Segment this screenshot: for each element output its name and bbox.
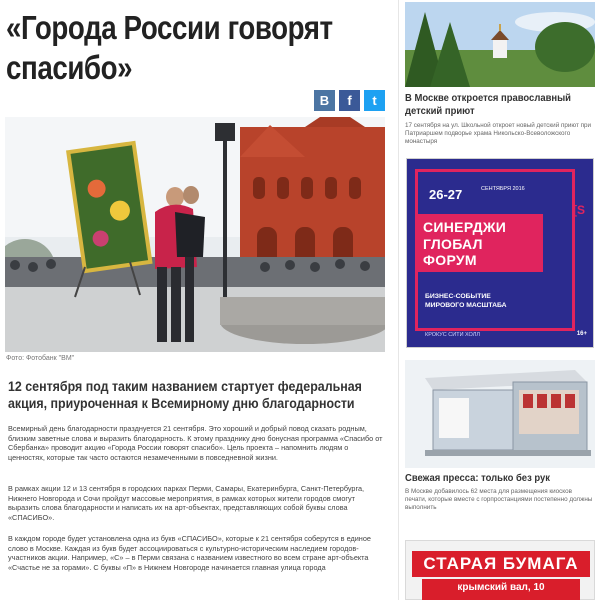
- news-headline[interactable]: Свежая пресса: только без рук: [405, 472, 551, 484]
- twitter-share-button[interactable]: t: [364, 90, 385, 111]
- ad-venue: КРОКУС СИТИ ХОЛЛ: [425, 332, 480, 338]
- ad-title: СТАРАЯ БУМАГА: [412, 551, 590, 577]
- ad-subtitle-line: МИРОВОГО МАСШТАБА: [425, 302, 507, 309]
- ad-dates-month: СЕНТЯБРЯ 2016: [481, 186, 525, 192]
- kiosk-image: [405, 360, 595, 468]
- facebook-share-button[interactable]: f: [339, 90, 360, 111]
- ad-headline-line: СИНЕРДЖИ: [423, 219, 507, 235]
- article-photo-image: [5, 117, 385, 352]
- old-paper-banner-ad[interactable]: [405, 540, 595, 600]
- news-image-kiosk[interactable]: [405, 360, 595, 468]
- article-paragraph: В рамках акции 12 и 13 сентября в городских парках Перми, Самары, Екатеринбурга, Санкт-Петербурга, Нижнего Новгорода и Сочи пройдут массовые мероприятия, в рамках которых жители городов смогут выразить слова благодарности и написать их на арт-объектах, представляющих собой буквы слова «СПАСИБО».: [8, 484, 365, 522]
- article-paragraph: В каждом городе будет установлена одна из букв «СПАСИБО», которые к 21 сентября соберутся в единое слово в Москве. Каждая из букв будет ассоциироваться с культурно-историческим наследием городов-участников акции. Например, «С» – в Перми связана с названием известного во всем стране арт-объекта «Счастье не за горами». С буквы «П» в Нижнем Новгороде начинается главная улица города: [8, 534, 371, 572]
- vk-share-button[interactable]: В: [314, 90, 335, 111]
- ad-address: крымский вал, 10: [422, 579, 580, 600]
- ad-dates: 26-27: [429, 187, 463, 202]
- sidebar: [398, 0, 600, 600]
- article-title: «Города России говорят спасибо»: [6, 9, 333, 86]
- article-photo: [5, 117, 385, 352]
- ad-age-rating: 16+: [576, 331, 587, 337]
- ad-logo-mark: [S: [573, 203, 585, 217]
- ad-headline: [423, 219, 506, 269]
- church-landscape-image: [405, 2, 595, 87]
- photo-caption: Фото: Фотобанк "ВМ": [6, 355, 75, 362]
- news-image-church[interactable]: [405, 2, 595, 87]
- article-paragraph: Всемирный день благодарности празднуется 21 сентября. Это хороший и добрый повод сказать родным, близким заветные слова и выразить благодарность. К этому празднику дню бонусная программа «Спасибо от Сбербанка» проводит акцию «Города России говорят спасибо». Цель проекта – напомнить людям о ценностях, которые так часто остаются незамеченными в повседневной жизни.: [8, 424, 383, 462]
- ad-subtitle-line: БИЗНЕС-СОБЫТИЕ: [425, 293, 491, 300]
- article-lead: 12 сентября под таким названием стартует федеральная акция, приуроченная к Всемирному дню благодарности: [8, 379, 362, 411]
- news-headline[interactable]: В Москве откроется православный детский приют: [405, 92, 571, 117]
- news-snippet: В Москве добавилось 62 места для размещения киосков печати, которые вместе с горпростанциями постепенно должны выполнить: [405, 488, 593, 511]
- ad-headline-line: ФОРУМ: [423, 252, 477, 268]
- news-snippet: 17 сентября на ул. Школьной откроет новый детский приют при Патриаршем подворье храма Никольско-Всеволожского монастыря: [405, 122, 592, 145]
- share-buttons: [314, 90, 385, 111]
- ad-headline-line: ГЛОБАЛ: [423, 235, 483, 252]
- ad-subtitle: [425, 292, 507, 310]
- forum-banner-ad[interactable]: [406, 158, 594, 348]
